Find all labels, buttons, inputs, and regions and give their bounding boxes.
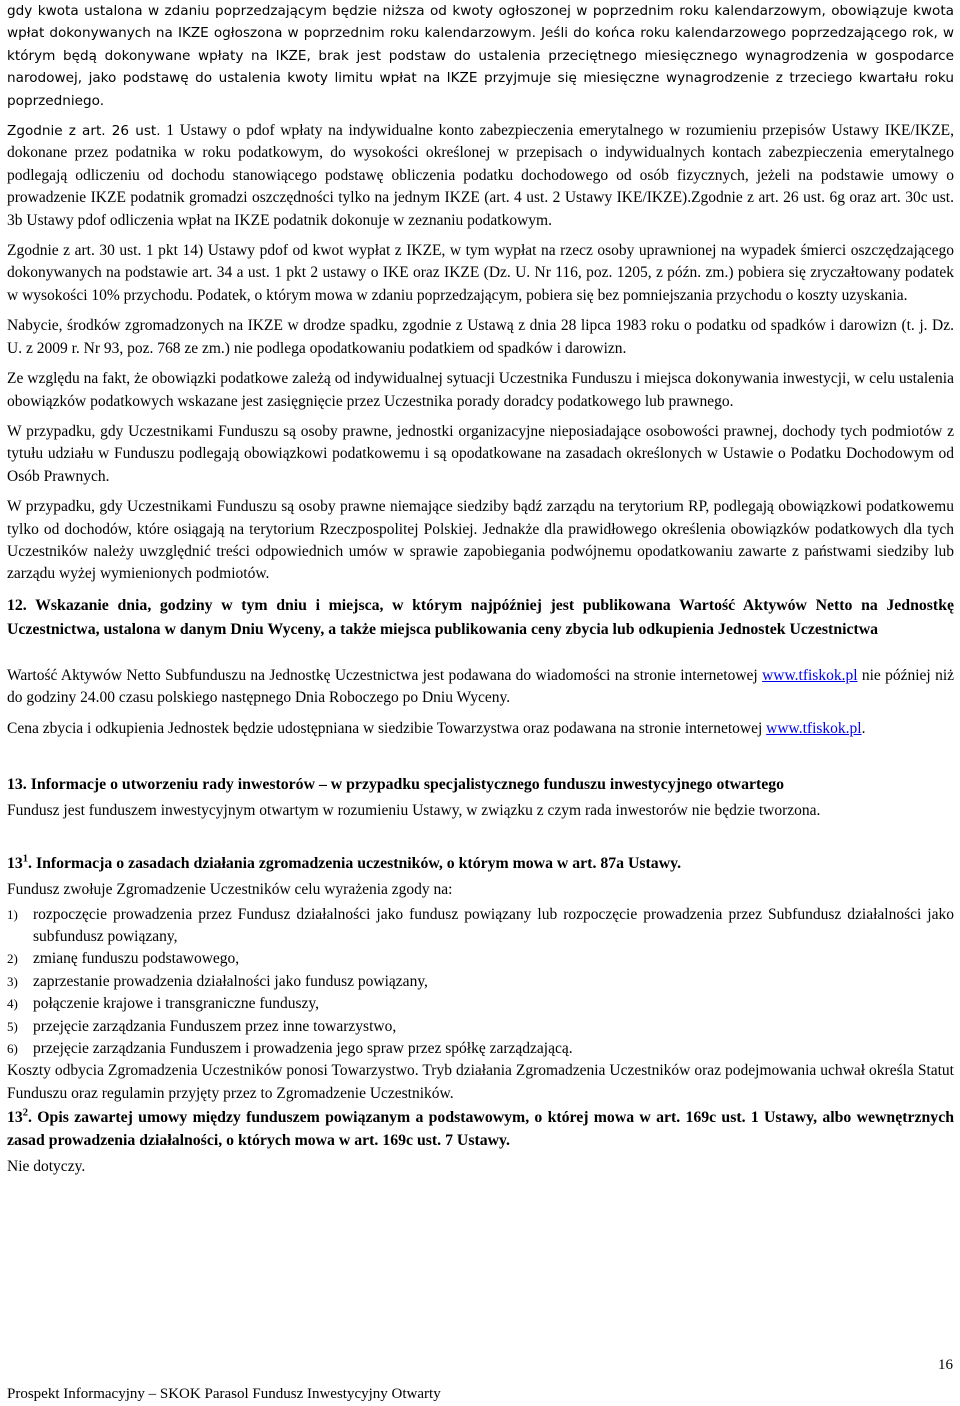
paragraph-inheritance: Nabycie, środków zgromadzonych na IKZE w drodze spadku, zgodnie z Ustawą z dnia 28 lipca 1983 roku o podatku od spadków i darowizn (t. j. Dz. U. z 2009 r. Nr 93, poz. 768 ze zm.) nie podlega opodatkowaniu podatkiem od spadków i darowizn. xyxy=(7,317,954,357)
section-12-price-text-start: Cena zbycia i odkupienia Jednostek będzie udostępniana w siedzibie Towarzystwa oraz podawana na stronie internetowej xyxy=(7,719,767,737)
list-item-text: zmianę funduszu podstawowego, xyxy=(33,950,240,968)
list-item xyxy=(7,971,954,993)
section-13-2-text: Nie dotyczy. xyxy=(7,1158,86,1176)
tfiskok-link[interactable]: www.tfiskok.pl xyxy=(762,666,858,684)
list-item xyxy=(7,993,954,1015)
list-item-text: przejęcie zarządzania Funduszem przez inne towarzystwo, xyxy=(33,1017,397,1035)
page-number: 16 xyxy=(938,1357,953,1373)
section-13-1-title: . Informacja o zasadach działania zgromadzenia uczestników, o którym mowa w art. 87a Ustawy. xyxy=(28,854,682,872)
paragraph-art26 xyxy=(7,120,954,232)
paragraph-ikze-limit-sans: gdy kwota ustalona w zdaniu poprzedzającym będzie niższa od kwoty ogłoszonej w poprzednim roku kalendarzowym, obowiązuje kwota wpłat dokonywanych na IKZE ogłoszona w poprzednim roku kalendarzowym. xyxy=(7,3,954,42)
list-item-number: 6) xyxy=(7,1041,18,1057)
list-item-text: połączenie krajowe i transgraniczne funduszy, xyxy=(33,995,320,1013)
section-12-nav-text-start: Wartość Aktywów Netto Subfunduszu na Jednostkę Uczestnictwa jest podawana do wiadomości na stronie internetowej xyxy=(7,666,763,684)
section-13-heading: 13. Informacje o utworzeniu rady inwestorów – w przypadku specjalistycznego funduszu inwestycyjnego otwartego xyxy=(7,775,785,793)
page-footer: Prospekt Informacyjny – SKOK Parasol Fundusz Inwestycyjny Otwarty xyxy=(7,1386,441,1402)
list-item-text: rozpoczęcie prowadzenia przez Fundusz działalności jako fundusz powiązany lub rozpoczęcie prowadzenia przez Subfundusz działalności jako subfundusz powiązany, xyxy=(33,905,954,945)
list-item xyxy=(7,904,954,949)
list-item xyxy=(7,948,954,970)
list-item-number: 3) xyxy=(7,973,18,989)
paragraph-art26-cont: 1 Ustawy o pdof wpłaty na indywidualne konto zabezpieczenia emerytalnego w rozumieniu przepisów Ustawy IKE/IKZE, dokonane przez podatnika w roku podatkowym, do wysokości określonej w przepisach o indywidualnych kontach zabezpieczenia emerytalnego podlegają odliczeniu od dochodu stanowiącego podstawę obliczenia podatku dochodowego od osób fizycznych, jeżeli na podstawie umowy o prowadzenie IKZE podatnik gromadzi oszczędności tylko na jednym IKZE (art. 4 ust. 2 Ustawy IKE/IKZE).Zgodnie z art. 26 ust. 6g oraz art. 30c ust. 3b Ustawy pdof odliczenia wpłat na IKZE podatnik dokonuje w zeznaniu podatkowym. xyxy=(7,122,955,229)
section-13-1-intro: Fundusz zwołuje Zgromadzenie Uczestników celu wyrażenia zgody na: xyxy=(7,881,453,899)
paragraph-foreign-legal-persons: W przypadku, gdy Uczestnikami Funduszu są osoby prawne niemające siedziby bądź zarządu na terytorium RP, podlegają obowiązkowi podatkowemu tylko od dochodów, które osiągają na terytorium Rzeczpospolitej Polskiej. Jednakże dla prawidłowego określenia obowiązków podatkowych dla tych Uczestników należy uwzględnić treści odpowiednich umów w sprawie zapobiegania podwójnemu opodatkowaniu zawarte z państwami siedziby lub zarządu wyżej wymienionych podmiotów. xyxy=(7,498,954,583)
paragraph-ikze-limit xyxy=(7,0,954,112)
section-12-price-text-end: . xyxy=(861,719,866,737)
section-13-2-title: . Opis zawartej umowy między funduszem powiązanym a podstawowym, o której mowa w art. 169c ust. 1 Ustawy, albo wewnętrznych zasad prowadzenia działalności, o których mowa w art. 169c ust. 7 Ustawy. xyxy=(7,1109,954,1149)
paragraph-art30: Zgodnie z art. 30 ust. 1 pkt 14) Ustawy pdof od kwot wypłat z IKZE, w tym wypłat na rzecz osoby uprawnionej na wypadek śmierci oszczędzającego dokonywanych na podstawie art. 34 a ust. 1 pkt 2 ustawy o IKE oraz IKZE (Dz. U. Nr 116, poz. 1205, z późn. zm.) pobiera się zryczałtowany podatek w wysokości 10% przychodu. Podatek, o którym mowa w zdaniu poprzedzającym, pobiera się bez pomniejszania przychodu o koszty uzyskania. xyxy=(7,242,954,304)
list-item-text: przejęcie zarządzania Funduszem i prowadzenia jego spraw przez spółkę zarządzającą. xyxy=(33,1040,573,1058)
paragraph-tax-advice: Ze względu na fakt, że obowiązki podatkowe zależą od indywidualnej sytuacji Uczestnika Funduszu i miejsca dokonywania inwestycji, w celu ustalenia obowiązków podatkowych wskazane jest zasięgnięcie przez Uczestnika porady doradcy podatkowego lub prawnego. xyxy=(7,370,954,410)
paragraph-ikze-limit-cont: Jeśli do końca roku kalendarzowego poprzedzającego rok, w którym będą dokonywane wpłaty na IKZE, brak jest podstaw do ustalenia przeciętnego miesięcznego wynagrodzenia w gospodarce narodowej, jako podstawę do ustalenia kwoty limitu wpłat na IKZE przyjmuje się miesięczne wynagrodzenie z trzeciego kwartału roku poprzedniego. xyxy=(7,25,954,109)
section-12-nav-text-end: nie później niż do godziny 24.00 czasu polskiego następnego Dnia Roboczego po Dniu Wyceny. xyxy=(7,666,955,707)
paragraph-legal-persons: W przypadku, gdy Uczestnikami Funduszu są osoby prawne, jednostki organizacyjne nieposiadające osobowości prawnej, dochody tych podmiotów z tytułu udziału w Funduszu podlegają obowiązkowi podatkowemu i są opodatkowane na zasadach określonych w Ustawie o Podatku Dochodowym od Osób Prawnych. xyxy=(7,422,954,485)
list-item-number: 4) xyxy=(7,996,18,1012)
document-page xyxy=(7,0,954,1178)
section-13-1-closing: Koszty odbycia Zgromadzenia Uczestników ponosi Towarzystwo. Tryb działania Zgromadzenia Uczestników oraz podejmowania uchwał określa Statut Funduszu oraz regulamin przyjęty przez to Zgromadzenie Uczestników. xyxy=(7,1062,954,1102)
section-13-1-heading xyxy=(7,853,954,875)
section-12-price-text xyxy=(7,718,954,740)
list-item xyxy=(7,1038,954,1060)
list-item xyxy=(7,1016,954,1038)
list-item-number: 1) xyxy=(7,906,18,922)
section-13-2-number: 13 xyxy=(7,1109,23,1127)
section-13-text: Fundusz jest funduszem inwestycyjnym otwartym w rozumieniu Ustawy, w związku z czym rada inwestorów nie będzie tworzona. xyxy=(7,802,821,820)
paragraph-art26-sans: Zgodnie z art. 26 ust. xyxy=(7,123,161,140)
section-13-2-heading xyxy=(7,1107,954,1152)
section-13-2-superscript: 2 xyxy=(22,1107,29,1119)
list-item-number: 2) xyxy=(7,951,18,967)
section-12-nav-text xyxy=(7,665,954,710)
consent-list xyxy=(7,904,954,1061)
tfiskok-link-2[interactable]: www.tfiskok.pl xyxy=(766,719,862,737)
section-13-1-number: 13 xyxy=(7,854,23,872)
list-item-text: zaprzestanie prowadzenia działalności jako fundusz powiązany, xyxy=(33,972,428,990)
section-12-heading: 12. Wskazanie dnia, godziny w tym dniu i miejsca, w którym najpóźniej jest publikowana Wartość Aktywów Netto na Jednostkę Uczestnictwa, ustalona w danym Dniu Wyceny, a także miejsca publikowania ceny zbycia lub odkupienia Jednostek Uczestnictwa xyxy=(7,596,954,639)
list-item-number: 5) xyxy=(7,1018,18,1034)
section-13-1-superscript: 1 xyxy=(22,853,29,865)
